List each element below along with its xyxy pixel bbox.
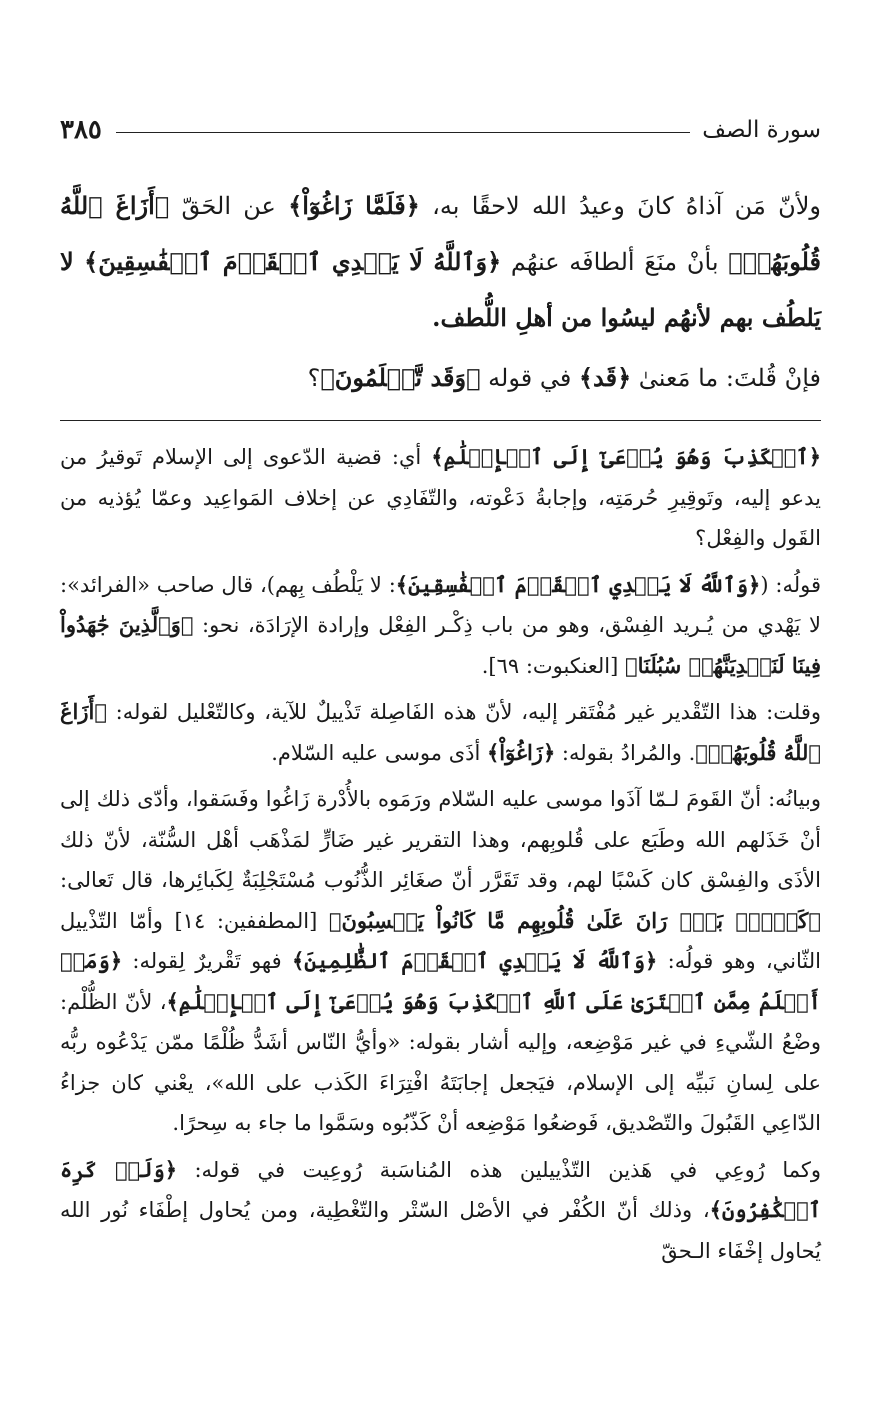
quran-quote: ﴿وَقَد تَّعۡلَمُونَ﴾ xyxy=(320,363,481,392)
main-text-span: ولأنّ مَن آذاهُ كانَ وعيدُ الله لاحقًا به، xyxy=(419,192,822,220)
note-text-span: . والمُرادُ بقوله: xyxy=(555,740,696,765)
quran-quote: ﴿وَٱللَّهُ لَا يَهۡدِي ٱلۡقَوۡمَ ٱلظَّٰلِمِينَ﴾ xyxy=(291,948,658,973)
note-text-span: قولُه: ( xyxy=(760,572,821,597)
quran-quote: ﴿كَلَّاۖ بَلۡۜ رَانَ عَلَىٰ قُلُوبِهِم مَّا كَانُواْ يَكۡسِبُونَ﴾ xyxy=(328,907,821,933)
quran-quote: ﴿وَمَنۡ أَظۡلَمُ مِمَّنِ ٱفۡتَرَىٰ عَلَى ٱللَّهِ ٱلۡكَذِبَ وَهُوَ يُدۡعَىٰٓ إِلَى ٱلۡإِسۡلَٰمِ﴾ xyxy=(60,948,821,1014)
note-paragraph-3 xyxy=(60,692,821,773)
book-page xyxy=(60,110,821,1376)
note-paragraph-5 xyxy=(60,1150,821,1272)
note-text-span: ، وذلك أنّ الكُفْر في الأصْل السّتْر والتّغْطِية، ومن يُحاول إطْفَاء نُور الله يُحاول إخْفَاء الـحقّ xyxy=(60,1198,821,1263)
note-paragraph-1 xyxy=(60,437,821,559)
quran-quote: ﴿قَد﴾ xyxy=(578,363,632,392)
note-text-span: ، لأنّ الظُّلْم: وضْعُ الشّيءِ في غير مَوْضِعه، وإليه أشار بقوله: «وأيُّ النّاس أشَدُّ ظُلْمًا ممّن يَدْعُوه ربُّه على لِسانِ نَبيِّه إلى الإسلام، فيَجعل إجابَتَهُ افْتِرَاءَ الكَذب على الله»، يعْني كان جزاءُ الدّاعِي القَبُولَ والتّصْديق، فَوضعُوا مَوْضِعه أنْ كَذّبُوه وسَمَّوا ما جاء به سِحرًا. xyxy=(60,989,821,1135)
note-text-span: وقلت: هذا التّقْدير غير مُفْتَقر إليه، لأنّ هذه الفَاصِلة تَذْييلٌ للآية، وكالتّعْليل لقوله: xyxy=(106,700,821,724)
quran-quote: ﴿زَاغُوٓاْ﴾ xyxy=(487,739,556,765)
main-text-span: عن الحَقّ xyxy=(169,192,289,220)
main-text-span: ؟ xyxy=(307,364,321,392)
note-text-span: أي: قضية الدّعوى إلى الإسلام تَوقيرُ من يدعو إليه، وتَوقِيرِ حُرمَتِه، وإجابةُ دَعْوته، والتّفَادِي عن إخلاف المَواعِيد وعمّا يُؤذيه من القَول والفِعْل؟ xyxy=(60,445,821,550)
note-text-span: وكما رُوعِي في هَذين التّذْييلين هذه المُناسَبة رُوعِيت في قوله: xyxy=(177,1157,821,1182)
page-number: ٣٨٥ xyxy=(60,115,102,145)
main-text-span: بأنْ منَعَ ألطافَه عنهُم xyxy=(501,248,729,276)
quran-quote: ﴿وَٱلَّذِينَ جَٰهَدُواْ فِينَا لَنَهۡدِيَنَّهُمۡ سُبُلَنَا﴾ xyxy=(60,612,821,678)
main-text-span: فإنْ قُلتَ: ما مَعنىٰ xyxy=(631,364,821,392)
note-text-span: : لا يَلْطُف بِهم)، قال صاحب «الفرائد»: لا يَهْدي من يُـريد الفِسْق، وهو من باب ذِكْـر الفِعْل وإرادة الإرَادَة، نحو: xyxy=(60,572,821,637)
section-divider xyxy=(60,420,821,421)
main-paragraph-1 xyxy=(60,178,821,346)
quran-quote: ﴿وَٱللَّهُ لَا يَهۡدِي ٱلۡقَوۡمَ ٱلۡفَٰسِقِينَ﴾ xyxy=(84,247,502,276)
quran-quote: ﴿وَٱللَّهُ لَا يَهۡدِي ٱلۡقَوۡمَ ٱلۡفَٰسِقِينَ﴾ xyxy=(395,571,761,597)
main-text-span: لا يَلطُف بهم لأنهُم ليسُوا من أهلِ اللُّطف. xyxy=(60,247,821,332)
note-text-span: وبيانُه: أنّ القَومَ لـمّا آذَوا موسى عليه السّلام ورَمَوه بالأُدْرة زَاغُوا وفَسَقوا، وأدّى ذلك إلى أنْ خَذَلهم الله وطَبَع على قُلوبِهم، وهذا التقرير غير ضَارٍّ لمَذْهَب أهْل السُّنّة، لأنّ ذلك الأذَى والفِسْق كان كَسْبًا لهم، وقد تَقَرَّر أنّ صغَائِر الذُّنُوب مُسْتَجْلِبَةٌ لِكَبائِرها، قال تَعالى: xyxy=(60,787,821,892)
quran-quote: ﴿ٱلۡكَذِبَ وَهُوَ يُدۡعَىٰٓ إِلَى ٱلۡإِسۡلَٰمِ﴾ xyxy=(431,444,821,469)
note-text-span: [المطففين: ١٤] وأمّا التّذْييل الثّاني، وهو قولُه: xyxy=(60,908,821,973)
header-rule xyxy=(116,132,690,133)
main-text-span: في قوله xyxy=(480,364,579,392)
quran-quote: ﴿أَزَاغَ ٱللَّهُ قُلُوبَهُمۡ﴾ xyxy=(60,191,822,276)
note-paragraph-4 xyxy=(60,779,821,1144)
quran-quote: ﴿وَلَوۡ كَرِهَ ٱلۡكَٰفِرُونَ﴾ xyxy=(60,1156,821,1222)
note-text-span: [العنكبوت: ٦٩]. xyxy=(481,653,626,678)
quran-quote: ﴿أَزَاغَ ٱللَّهُ قُلُوبَهُمۡ﴾ xyxy=(60,699,821,765)
note-text-span: أذَى موسى عليه السّلام. xyxy=(271,740,487,765)
main-paragraph-2 xyxy=(60,350,821,406)
note-paragraph-2 xyxy=(60,565,821,687)
quran-quote: ﴿فَلَمَّا زَاغُوٓاْ﴾ xyxy=(288,191,420,220)
surah-title: سورة الصف xyxy=(702,117,821,143)
page-header xyxy=(60,110,821,150)
main-text xyxy=(60,178,821,406)
commentary-notes xyxy=(60,437,821,1271)
note-text-span: فهو تَقْريرٌ لِقوله: xyxy=(122,949,292,973)
